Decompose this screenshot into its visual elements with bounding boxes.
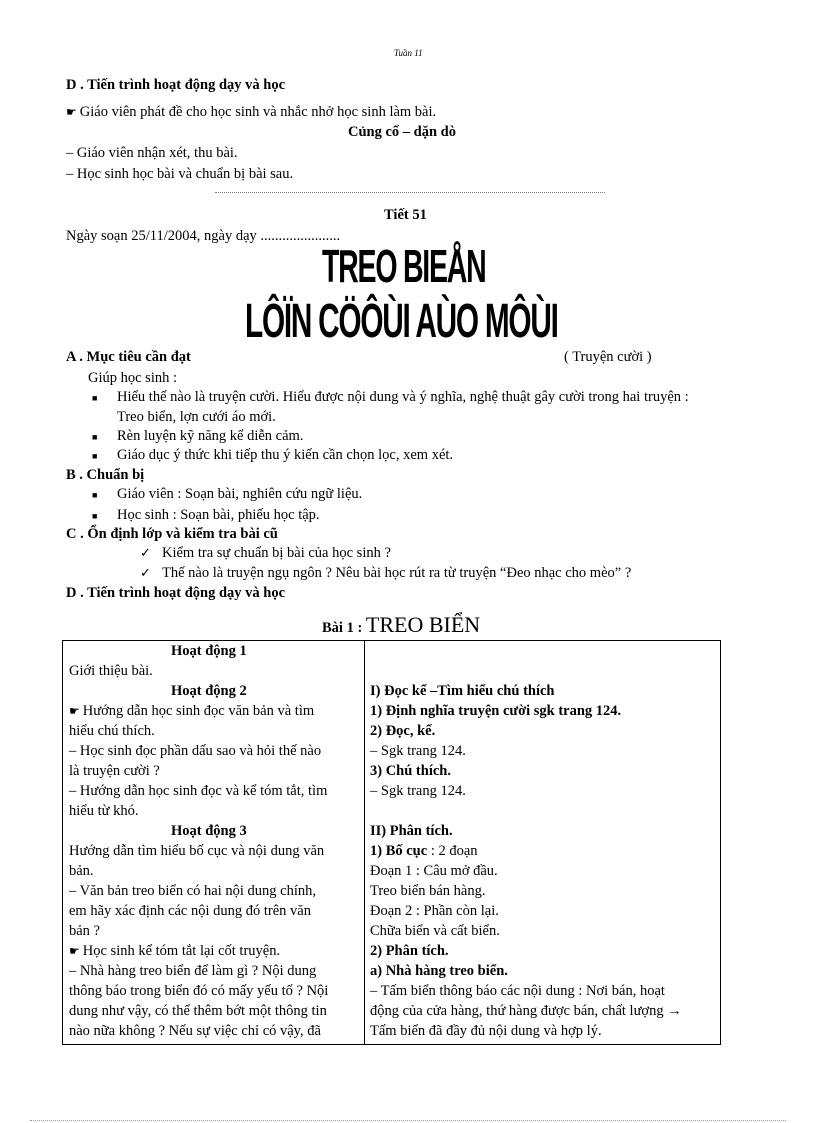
header-mark: Tuần 11: [394, 48, 423, 58]
right-line: – Sgk trang 124.: [370, 783, 466, 799]
activity-2-heading: Hoạt động 2: [171, 683, 247, 699]
bullet-icon: ■: [92, 432, 98, 442]
left-line: bản ?: [69, 923, 100, 939]
left-line: em hãy xác định các nội dung đó trên văn: [69, 903, 311, 919]
left-line: Hướng dẫn tìm hiểu bố cục và nội dung văn: [69, 843, 325, 859]
check-question-1: Kiểm tra sự chuẩn bị bài của học sinh ?: [162, 545, 391, 561]
activity-1-heading: Hoạt động 1: [171, 643, 247, 659]
section-d-heading: D . Tiến trình hoạt động dạy và học: [66, 77, 286, 93]
page-bottom-rule: [30, 1120, 786, 1121]
lesson-table: [62, 640, 721, 1045]
prep-teacher: Giáo viên : Soạn bài, nghiên cứu ngữ liệu.: [117, 486, 363, 502]
lesson-date: Ngày soạn 25/11/2004, ngày dạy ......................: [66, 228, 341, 244]
content-column: [365, 641, 721, 1045]
bullet-icon: ■: [92, 511, 98, 521]
lesson-title-1: TREO BIEÅN: [322, 240, 486, 292]
checkmark-icon: ✓: [140, 565, 151, 580]
right-heading: II) Phân tích.: [370, 823, 453, 839]
bullet-icon: ■: [92, 490, 98, 500]
pointing-hand-icon: ☛: [69, 704, 80, 718]
left-line: ☛ Học sinh kể tóm tắt lại cốt truyện.: [69, 943, 281, 959]
right-heading: a) Nhà hàng treo biển.: [370, 963, 508, 979]
left-line: hiểu từ khó.: [69, 803, 139, 819]
objective-1b: Treo biển, lợn cưới áo mới.: [117, 409, 276, 425]
objective-1a: Hiểu thế nào là truyện cười. Hiểu được nội dung và ý nghĩa, nghệ thuật gây cười trong hai truyện :: [117, 389, 689, 405]
right-heading: I) Đọc kể –Tìm hiểu chú thích: [370, 683, 555, 699]
left-line: Giới thiệu bài.: [69, 663, 153, 679]
right-line: Đoạn 2 : Phần còn lại.: [370, 903, 499, 919]
right-line: động của cửa hàng, thứ hàng được bán, chất lượng →: [370, 1003, 682, 1019]
pointing-hand-icon: ☛: [66, 105, 77, 119]
right-line: Tấm biển đã đầy đủ nội dung và hợp lý.: [370, 1023, 602, 1039]
activity-3-heading: Hoạt động 3: [171, 823, 247, 839]
student-line: – Học sinh học bài và chuẩn bị bài sau.: [66, 166, 294, 182]
left-line: – Hướng dẫn học sinh đọc và kể tóm tắt, tìm: [69, 783, 328, 799]
left-line: là truyện cười ?: [69, 763, 160, 779]
genre-label: ( Truyện cười ): [564, 349, 652, 365]
check-question-2: Thế nào là truyện ngụ ngôn ? Nêu bài học rút ra từ truyện “Đeo nhạc cho mèo” ?: [162, 565, 632, 581]
left-line: – Nhà hàng treo biển để làm gì ? Nội dung: [69, 963, 317, 979]
right-heading: 2) Đọc, kể.: [370, 723, 436, 739]
consolidate-heading: Củng cố – dặn dò: [348, 124, 456, 140]
separator-line: [215, 192, 605, 196]
section-d2-heading: D . Tiến trình hoạt động dạy và học: [66, 585, 286, 601]
left-line: nào nữa không ? Nếu sự việc chỉ có vậy, đã: [69, 1023, 321, 1039]
section-b-heading: B . Chuẩn bị: [66, 467, 145, 483]
prep-student: Học sinh : Soạn bài, phiếu học tập.: [117, 507, 320, 523]
bullet-icon: ■: [92, 451, 98, 461]
pointing-hand-icon: ☛: [69, 944, 80, 958]
section-c-heading: C . Ổn định lớp và kiểm tra bài cũ: [66, 526, 278, 542]
bullet-icon: ■: [92, 393, 98, 403]
objective-2: Rèn luyện kỹ năng kể diễn cảm.: [117, 428, 304, 444]
right-line: Đoạn 1 : Câu mở đầu.: [370, 863, 498, 879]
right-line: 1) Bố cục : 2 đoạn: [370, 843, 478, 859]
checkmark-icon: ✓: [140, 545, 151, 560]
left-line: bản.: [69, 863, 94, 879]
right-line: Treo biển bán hàng.: [370, 883, 486, 899]
objective-3: Giáo dục ý thức khi tiếp thu ý kiến cần chọn lọc, xem xét.: [117, 447, 454, 463]
left-line: dung như vậy, có thể thêm bớt một thông tin: [69, 1003, 327, 1019]
lesson-title-2: LÔÏN CÖÔÙI AÙO MÔÙI: [245, 295, 558, 348]
right-line: – Sgk trang 124.: [370, 743, 466, 759]
left-line: hiểu chú thích.: [69, 723, 155, 739]
lesson-1-heading: Bài 1 : TREO BIỂN: [322, 612, 481, 637]
right-line: – Tấm biển thông báo các nội dung : Nơi bán, hoạt: [370, 983, 665, 999]
right-line: Chữa biển và cất biển.: [370, 923, 500, 939]
right-heading: 3) Chú thích.: [370, 763, 451, 779]
right-heading: 1) Định nghĩa truyện cười sgk trang 124.: [370, 703, 622, 719]
activities-column: [63, 641, 365, 1045]
left-line: – Văn bản treo biển có hai nội dung chính,: [69, 883, 316, 899]
left-line: ☛ Hướng dẫn học sinh đọc văn bản và tìm: [69, 703, 315, 719]
instruction-line: ☛ Giáo viên phát đề cho học sinh và nhắc nhở học sinh làm bài.: [66, 104, 437, 120]
intro-line: Giúp học sinh :: [88, 370, 178, 386]
right-heading: 2) Phân tích.: [370, 943, 449, 959]
teacher-line: – Giáo viên nhận xét, thu bài.: [66, 145, 238, 161]
lesson-number: Tiết 51: [384, 207, 427, 223]
section-a-heading: A . Mục tiêu cần đạt: [66, 349, 191, 365]
left-line: thông báo trong biển đó có mấy yếu tố ? Nội: [69, 983, 329, 999]
left-line: – Học sinh đọc phần dấu sao và hỏi thế nào: [69, 743, 322, 759]
